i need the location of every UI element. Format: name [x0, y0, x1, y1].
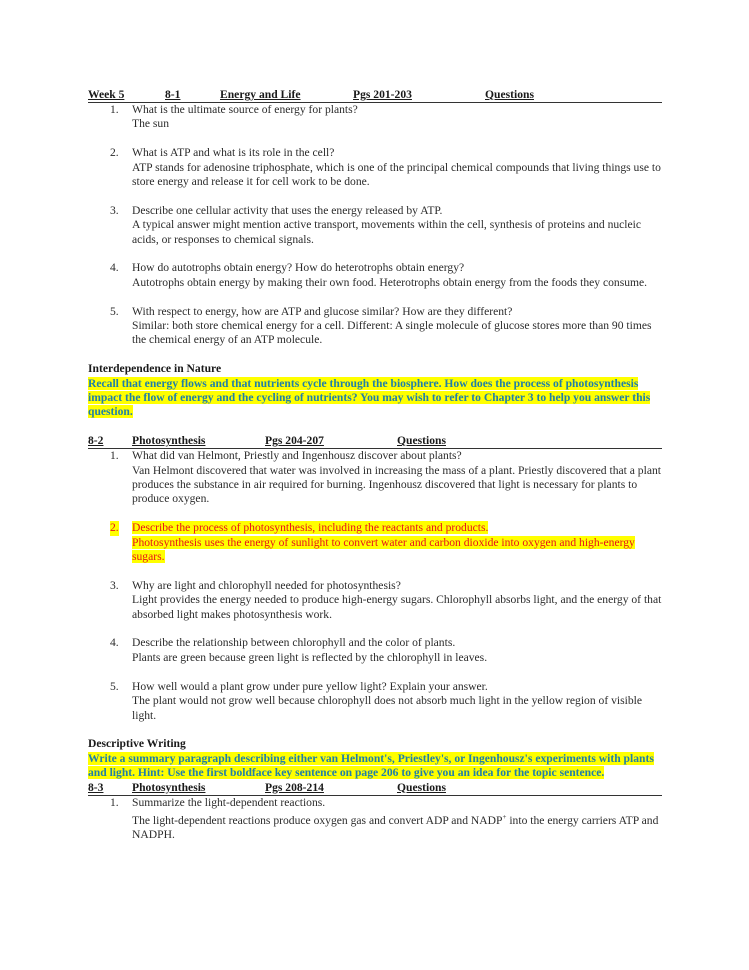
question-number: 1.: [110, 103, 119, 116]
question-item: [88, 680, 662, 723]
page-range: Pgs 201-203: [353, 88, 412, 101]
question-item: [88, 305, 662, 348]
question-number: 3.: [110, 578, 119, 592]
highlighted-question-item: [88, 521, 662, 564]
highlighted-prompt-text: Write a summary paragraph describing either van Helmont's, Priestley's, or Ingenhousz's experiments with plants and light. Hint: Use the first boldface key sentence on page 206 to give you an idea for the topic sentence.: [88, 751, 654, 780]
question-number: 1.: [110, 795, 119, 809]
answer-text: Autotrophs obtain energy by making their own food. Heterotrophs obtain energy from the foods they consume.: [132, 275, 648, 289]
page-range: Pgs 208-214: [265, 780, 324, 794]
questions-label: Questions: [397, 780, 446, 794]
answer-text: [132, 810, 662, 843]
answer-text: The plant would not grow well because chlorophyll does not absorb much light in the yellow region of visible light.: [132, 694, 643, 722]
question-text: What is ATP and what is its role in the cell?: [132, 146, 335, 160]
question-item: [88, 103, 662, 132]
question-number: 4.: [110, 261, 119, 275]
answer-text: Photosynthesis uses the energy of sunlight to convert water and carbon dioxide into oxygen and high-energy sugars.: [132, 535, 635, 564]
question-number: 4.: [110, 636, 119, 650]
questions-label: Questions: [485, 88, 534, 101]
question-text: Describe the relationship between chlorophyll and the color of plants.: [132, 636, 456, 650]
question-item: [88, 796, 662, 843]
answer-text-part: into the energy carriers ATP and NADPH.: [132, 813, 659, 842]
question-text: What is the ultimate source of energy for plants?: [132, 103, 358, 116]
section-number: 8-1: [165, 88, 181, 101]
highlighted-prompt-text: Recall that energy flows and that nutrients cycle through the biosphere. How does the process of photosynthesis impact the flow of energy and the cycling of nutrients? You may wish to refer to Chapter 3 to help you answer this question.: [88, 376, 651, 419]
descriptive-writing-prompt: [88, 752, 662, 781]
page-range: Pgs 204-207: [265, 434, 324, 448]
section-8-3-header: [88, 781, 662, 796]
section-8-1-header: [88, 88, 662, 103]
question-item: [88, 636, 662, 665]
interdependence-title: Interdependence in Nature: [88, 362, 222, 376]
question-item: [88, 204, 662, 247]
question-text: Why are light and chlorophyll needed for photosynthesis?: [132, 578, 401, 592]
answer-text-part: The light-dependent reactions produce oxygen gas and convert ADP and NADP: [132, 813, 503, 827]
answer-text: Plants are green because green light is reflected by the chlorophyll in leaves.: [132, 650, 488, 664]
question-text: Summarize the light-dependent reactions.: [132, 795, 326, 809]
section-8-2-header: [88, 434, 662, 449]
question-text: How do autotrophs obtain energy? How do heterotrophs obtain energy?: [132, 261, 465, 275]
week-label: Week 5: [88, 88, 125, 101]
question-text: Describe the process of photosynthesis, including the reactants and products.: [132, 521, 489, 535]
section-title: Energy and Life: [220, 88, 301, 101]
question-item: [88, 449, 662, 507]
question-item: [88, 261, 662, 290]
question-item: [88, 146, 662, 189]
question-number: 2.: [110, 521, 119, 535]
section-number: 8-2: [88, 434, 104, 448]
answer-text: ATP stands for adenosine triphosphate, which is one of the principal chemical compounds that living things use to store energy and release it for cell work to be done.: [132, 160, 661, 189]
question-number: 3.: [110, 203, 119, 217]
section-title: Photosynthesis: [132, 434, 206, 448]
answer-text: A typical answer might mention active transport, movements within the cell, synthesis of proteins and nucleic acids, or responses to chemical signals.: [132, 218, 642, 246]
question-number: 2.: [110, 146, 119, 160]
question-text: Describe one cellular activity that uses the energy released by ATP.: [132, 203, 443, 217]
answer-text: Light provides the energy needed to produce high-energy sugars. Chlorophyll absorbs light, and the energy of that absorbed light makes photosynthesis work.: [132, 593, 662, 621]
superscript-plus: +: [502, 812, 507, 821]
answer-text: The sun: [132, 117, 170, 131]
answer-text: Similar: both store chemical energy for a cell. Different: A single molecule of glucose stores more than 90 times the chemical energy of an ATP molecule.: [132, 319, 652, 347]
question-text: With respect to energy, how are ATP and glucose similar? How are they different?: [132, 304, 513, 318]
answer-text: Van Helmont discovered that water was involved in increasing the mass of a plant. Priestly discovered that a plant produces the substance in air required for burning. Ingenhousz discovered that light is necessary for plants to produce oxygen.: [132, 463, 661, 506]
interdependence-prompt: [88, 377, 662, 420]
question-number: 5.: [110, 679, 119, 693]
question-item: [88, 579, 662, 622]
section-number: 8-3: [88, 780, 104, 794]
descriptive-writing-title: Descriptive Writing: [88, 737, 186, 751]
questions-label: Questions: [397, 434, 446, 448]
worksheet-page: [88, 88, 662, 843]
question-number: 5.: [110, 304, 119, 318]
question-text: How well would a plant grow under pure yellow light? Explain your answer.: [132, 679, 488, 693]
section-title: Photosynthesis: [132, 780, 206, 794]
question-text: What did van Helmont, Priestly and Ingenhousz discover about plants?: [132, 449, 462, 463]
question-number: 1.: [110, 449, 119, 463]
